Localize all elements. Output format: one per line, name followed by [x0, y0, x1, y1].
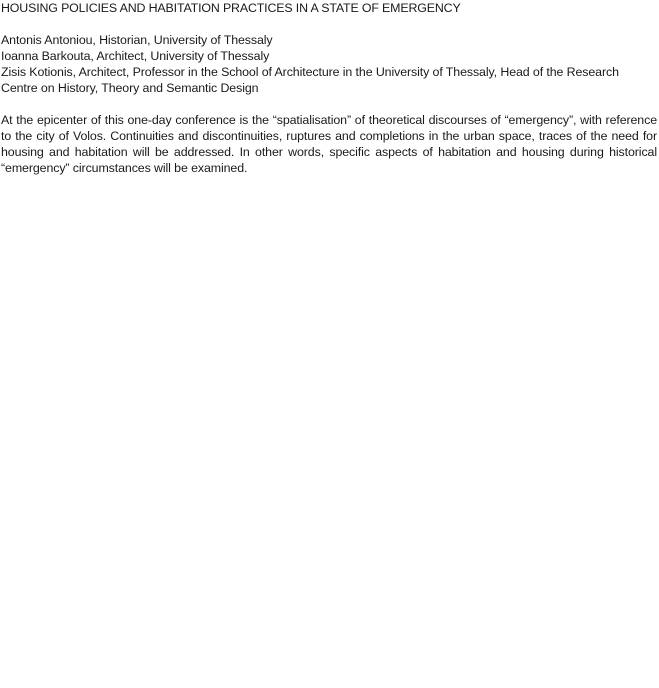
document-title: HOUSING POLICIES AND HABITATION PRACTICES IN A STATE OF EMERGENCY: [1, 1, 461, 15]
author-list: [1, 32, 657, 96]
author-entry: Ioanna Barkouta, Architect, University of Thessaly: [1, 49, 270, 63]
author-entry: Antonis Antoniou, Historian, University of Thessaly: [1, 33, 273, 47]
document-page: [1, 0, 657, 176]
abstract-paragraph: At the epicenter of this one-day conference is the “spatialisation” of theoretical discourses of “emergency”, with reference to the city of Volos. Continuities and discontinuities, ruptures and completions in the urban space, traces of the need for housing and habitation will be addressed. In other words, specific aspects of habitation and housing during historical “emergency” circumstances will be examined.: [1, 113, 657, 175]
author-entry: Zisis Kotionis, Architect, Professor in the School of Architecture in the University of Thessaly, Head of the Research Centre on History, Theory and Semantic Design: [1, 65, 619, 95]
